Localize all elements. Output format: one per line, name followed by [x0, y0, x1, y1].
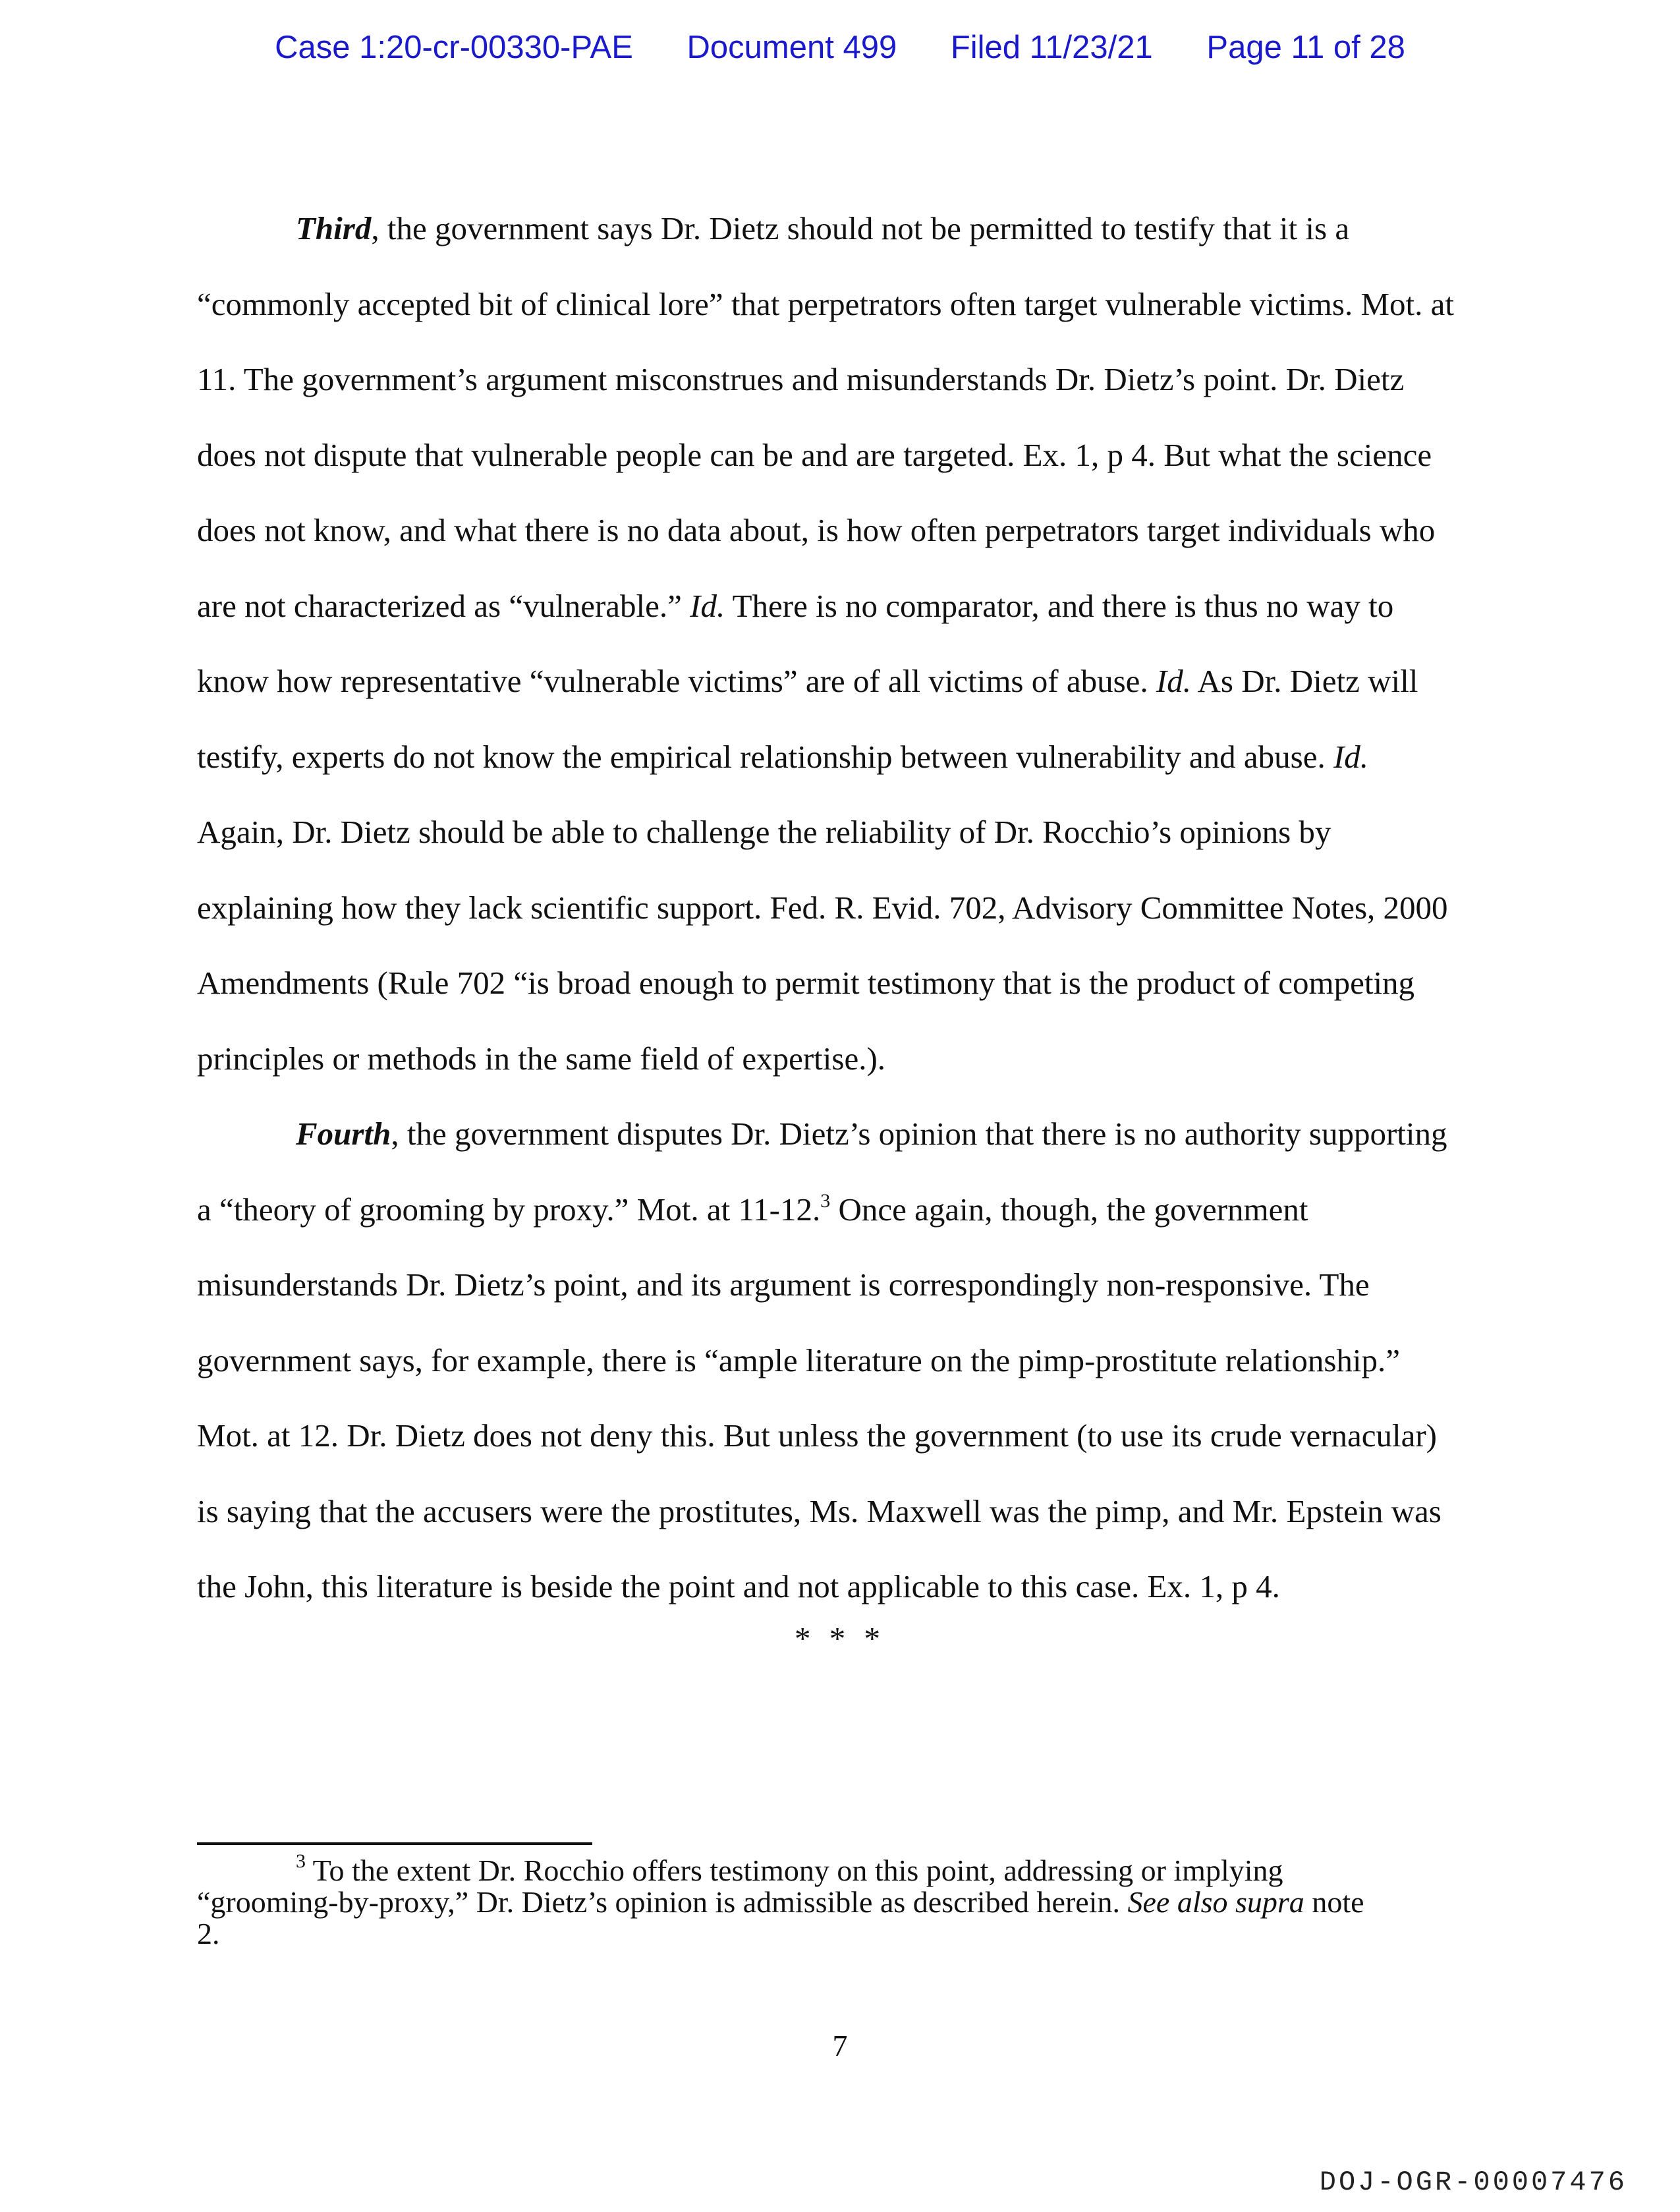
- ecf-header: [0, 29, 1680, 66]
- text-line: Third, the government says Dr. Dietz should not be permitted to testify that it is a: [296, 210, 1350, 246]
- footnote-divider: [197, 1842, 592, 1845]
- text-line: government says, for example, there is “ample literature on the pimp-prostitute relationship.”: [197, 1342, 1401, 1378]
- paragraph-third: [197, 191, 1482, 1096]
- footnote-3: [197, 1850, 1482, 1950]
- case-number: Case 1:20-cr-00330-PAE: [275, 30, 633, 65]
- text-line: are not characterized as “vulnerable.” Id. There is no comparator, and there is thus no way to: [197, 587, 1394, 624]
- lead-word-fourth: Fourth: [296, 1116, 391, 1152]
- bates-stamp: DOJ-OGR-00007476: [1319, 2167, 1627, 2198]
- text-line: know how representative “vulnerable victims” are of all victims of abuse. Id. As Dr. Dietz will: [197, 663, 1418, 699]
- document-number: Document 499: [686, 30, 897, 65]
- text-line: “commonly accepted bit of clinical lore” that perpetrators often target vulnerable victims. Mot. at: [197, 285, 1455, 322]
- signal-see-also-supra: See also supra: [1127, 1885, 1304, 1919]
- footnote-line: $^3$ To the extent Dr. Rocchio offers testimony on this point, addressing or implying: [296, 1850, 1283, 1887]
- page-number: 7: [832, 2029, 848, 2062]
- text-line: the John, this literature is beside the point and not applicable to this case. Ex. 1, p 4.: [197, 1568, 1280, 1604]
- citation-id: Id.: [1333, 738, 1369, 775]
- lead-word-third: Third: [296, 210, 372, 246]
- text-line: explaining how they lack scientific support. Fed. R. Evid. 702, Advisory Committee Notes, 2000: [197, 889, 1448, 926]
- section-separator: * * *: [795, 1620, 885, 1657]
- text-line: misunderstands Dr. Dietz’s point, and its argument is correspondingly non-responsive. The: [197, 1266, 1370, 1303]
- footnote-line: 2.: [197, 1917, 220, 1950]
- text-line: does not dispute that vulnerable people can be and are targeted. Ex. 1, p 4. But what the science: [197, 436, 1432, 473]
- text-line: testify, experts do not know the empirical relationship between vulnerability and abuse. Id.: [197, 738, 1369, 775]
- text-line: Mot. at 12. Dr. Dietz does not deny this. But unless the government (to use its crude vernacular): [197, 1417, 1438, 1454]
- paragraph-fourth: [197, 1096, 1482, 1625]
- footnote-line: “grooming-by-proxy,” Dr. Dietz’s opinion is admissible as described herein. See also supra note: [197, 1885, 1364, 1919]
- text-line: Amendments (Rule 702 “is broad enough to permit testimony that is the product of competing: [197, 965, 1415, 1001]
- filed-date: Filed 11/23/21: [950, 30, 1153, 65]
- footnote-number: 3: [296, 1850, 306, 1872]
- citation-id: Id.: [1156, 663, 1191, 699]
- footnote-ref-3[interactable]: 3: [820, 1189, 831, 1212]
- text-line: does not know, and what there is no data about, is how often perpetrators target individuals who: [197, 512, 1436, 548]
- text-line: 11. The government’s argument misconstrues and misunderstands Dr. Dietz’s point. Dr. Dietz: [197, 361, 1405, 397]
- text-line: principles or methods in the same field of expertise.).: [197, 1040, 886, 1077]
- text-line: Fourth, the government disputes Dr. Dietz’s opinion that there is no authority supporting: [296, 1116, 1447, 1152]
- page-of-total: Page 11 of 28: [1206, 30, 1405, 65]
- body-text: [197, 191, 1482, 1625]
- text-line: Again, Dr. Dietz should be able to challenge the reliability of Dr. Rocchio’s opinions by: [197, 814, 1331, 850]
- citation-id: Id.: [690, 587, 725, 624]
- text-line: a “theory of grooming by proxy.” Mot. at 11-12.$^3$ Once again, though, the government: [197, 1189, 1308, 1228]
- text-line: is saying that the accusers were the prostitutes, Ms. Maxwell was the pimp, and Mr. Epstein was: [197, 1492, 1442, 1529]
